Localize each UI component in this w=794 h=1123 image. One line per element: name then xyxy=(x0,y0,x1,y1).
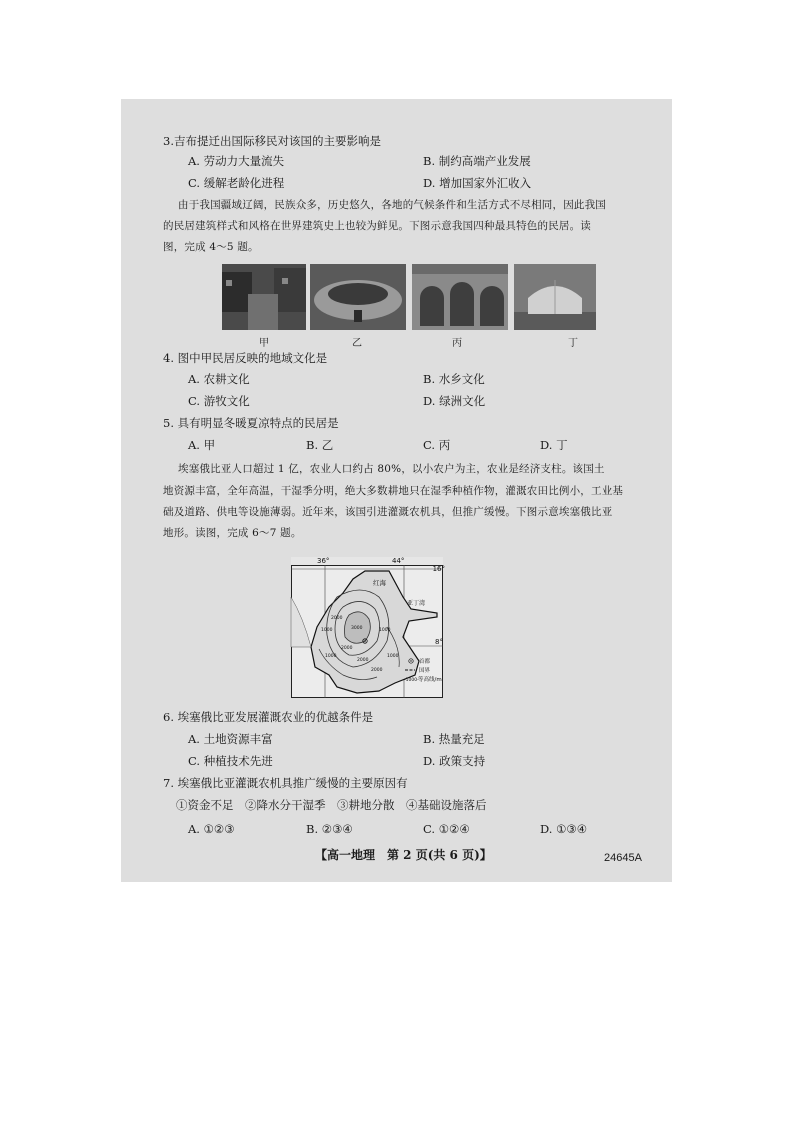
q3-option-c: C. 缓解老龄化进程 xyxy=(188,176,285,190)
dwelling-photo-yi xyxy=(310,264,406,330)
q4-option-c: C. 游牧文化 xyxy=(188,394,250,408)
passage1-line-3: 图，完成 4～5 题。 xyxy=(163,241,259,253)
dwelling-photo-bing xyxy=(412,264,508,330)
q6-option-a: A. 土地资源丰富 xyxy=(188,732,273,746)
q3-stem: 3.吉布提迁出国际移民对该国的主要影响是 xyxy=(163,134,381,148)
passage1-line-1: 由于我国疆域辽阔，民族众多，历史悠久，各地的气候条件和生活方式不尽相同，因此我国 xyxy=(178,199,606,211)
map-lon-36: 36° xyxy=(317,557,330,565)
legend-border: 国界 xyxy=(419,668,431,674)
q6-option-c: C. 种植技术先进 xyxy=(188,754,273,768)
contour-label-9: 2000 xyxy=(371,668,383,673)
map-lon-44: 44° xyxy=(392,557,405,565)
q5-option-d: D. 丁 xyxy=(540,438,568,452)
ethiopia-terrain-map xyxy=(291,557,443,698)
map-lat-8: 8° xyxy=(435,638,443,646)
passage2-line-4: 地形。读图，完成 6～7 题。 xyxy=(163,527,302,539)
passage1-line-2: 的民居建筑样式和风格在世界建筑史上也较为鲜见。下图示意我国四种最具特色的民居。读 xyxy=(163,220,591,232)
map-label-gulf-of-aden: 亚丁湾 xyxy=(407,600,426,607)
q5-stem: 5. 具有明显冬暖夏凉特点的民居是 xyxy=(163,416,339,430)
exam-code: 24645A xyxy=(604,852,642,864)
contour-label-1: 1000 xyxy=(321,628,333,633)
q4-option-a: A. 农耕文化 xyxy=(188,372,250,386)
q6-option-d: D. 政策支持 xyxy=(423,754,486,768)
q4-option-d: D. 绿洲文化 xyxy=(423,394,486,408)
q7-option-d: D. ①③④ xyxy=(540,822,588,836)
q7-items: ①资金不足 ②降水分干湿季 ③耕地分散 ④基础设施落后 xyxy=(176,798,487,812)
contour-label-5: 2000 xyxy=(341,646,353,651)
q3-option-b: B. 制约高端产业发展 xyxy=(423,154,531,168)
photo-caption-jia: 甲 xyxy=(259,338,269,349)
q4-stem: 4. 图中甲民居反映的地域文化是 xyxy=(163,351,328,365)
q6-stem: 6. 埃塞俄比亚发展灌溉农业的优越条件是 xyxy=(163,710,374,724)
map-lat-16: 16° xyxy=(432,565,445,573)
page-footer: 【高一地理 第 2 页(共 6 页)】 xyxy=(315,848,492,862)
q5-option-a: A. 甲 xyxy=(188,438,216,452)
contour-label-3: 3000 xyxy=(351,626,363,631)
q4-option-b: B. 水乡文化 xyxy=(423,372,485,386)
legend-contour: 等高线/m xyxy=(418,677,442,683)
contour-label-4: 1000 xyxy=(379,628,391,633)
photo-caption-ding: 丁 xyxy=(568,338,578,349)
passage2-line-1: 埃塞俄比亚人口超过 1 亿，农业人口约占 80%，以小农户为主，农业是经济支柱。该国土 xyxy=(178,463,605,475)
q7-option-c: C. ①②④ xyxy=(423,822,470,836)
passage2-line-3: 础及道路、供电等设施薄弱。近年来，该国引进灌溉农机具，但推广缓慢。下图示意埃塞俄比亚 xyxy=(163,506,613,518)
dwelling-photo-ding xyxy=(514,264,596,330)
q3-option-d: D. 增加国家外汇收入 xyxy=(423,176,532,190)
q5-option-c: C. 丙 xyxy=(423,438,451,452)
contour-label-8: 1000 xyxy=(387,654,399,659)
q6-option-b: B. 热量充足 xyxy=(423,732,485,746)
contour-label-2: 2000 xyxy=(331,616,343,621)
q7-option-a: A. ①②③ xyxy=(188,822,235,836)
q7-option-b: B. ②③④ xyxy=(306,822,353,836)
map-label-red-sea: 红海 xyxy=(373,579,386,587)
legend-contour-sample: -1000- xyxy=(404,678,419,683)
q5-option-b: B. 乙 xyxy=(306,438,334,452)
q3-option-a: A. 劳动力大量流失 xyxy=(188,154,285,168)
contour-label-6: 1000 xyxy=(325,654,337,659)
contour-label-7: 2000 xyxy=(357,658,369,663)
photo-caption-bing: 丙 xyxy=(452,338,462,349)
dwelling-photo-jia xyxy=(222,264,306,330)
legend-capital: 首都 xyxy=(419,659,431,665)
q7-stem: 7. 埃塞俄比亚灌溉农机具推广缓慢的主要原因有 xyxy=(163,776,408,790)
photo-caption-yi: 乙 xyxy=(352,338,362,349)
passage2-line-2: 地资源丰富，全年高温，干湿季分明，绝大多数耕地只在湿季种植作物，灌溉农田比例小，工业基 xyxy=(163,485,624,497)
